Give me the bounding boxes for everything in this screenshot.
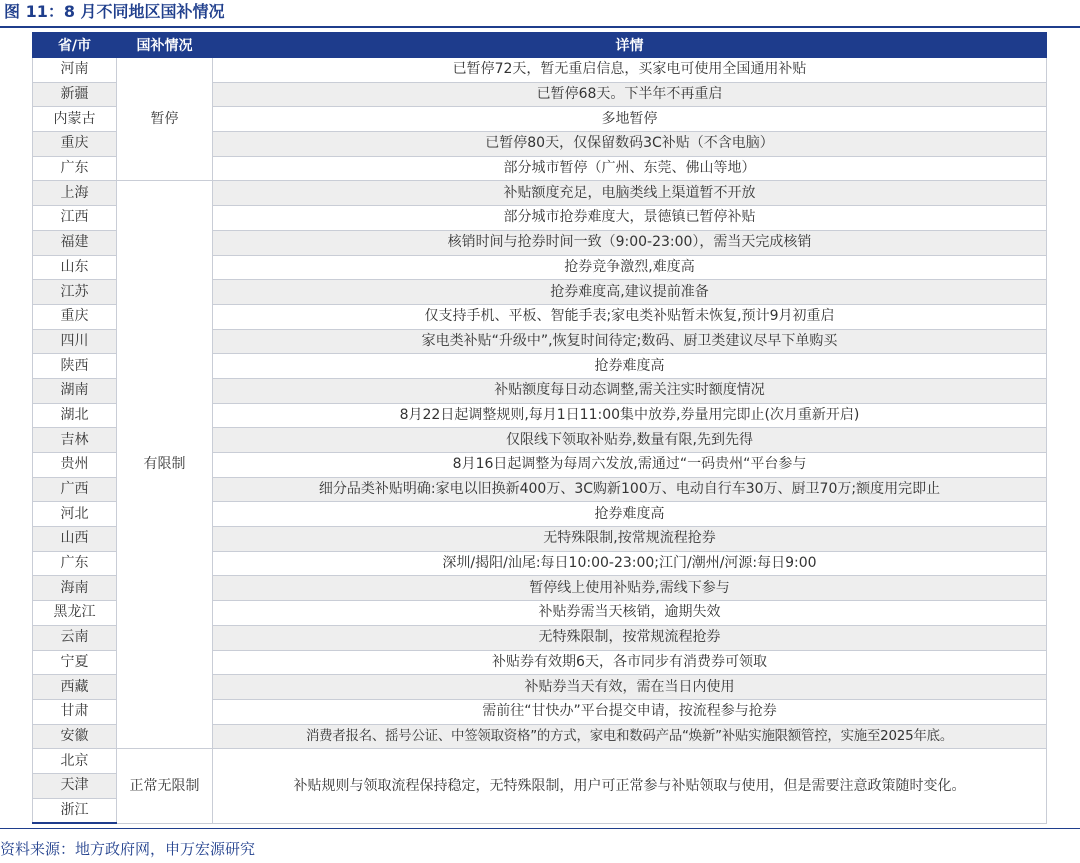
detail-cell: 抢券难度高,建议提前准备 <box>213 280 1047 305</box>
province-cell: 江西 <box>33 206 117 231</box>
detail-cell: 补贴券当天有效，需在当日内使用 <box>213 675 1047 700</box>
detail-cell: 补贴规则与领取流程保持稳定，无特殊限制，用户可正常参与补贴领取与使用，但是需要注意政策随时变化。 <box>213 749 1047 824</box>
province-cell: 贵州 <box>33 453 117 478</box>
table-row <box>33 58 1047 83</box>
province-cell: 河北 <box>33 502 117 527</box>
province-cell: 内蒙古 <box>33 107 117 132</box>
province-cell: 四川 <box>33 329 117 354</box>
province-cell: 黑龙江 <box>33 601 117 626</box>
detail-cell: 已暂停80天，仅保留数码3C补贴（不含电脑） <box>213 132 1047 157</box>
detail-cell: 补贴券需当天核销，逾期失效 <box>213 601 1047 626</box>
province-cell: 广东 <box>33 551 117 576</box>
province-cell: 云南 <box>33 625 117 650</box>
province-cell: 福建 <box>33 230 117 255</box>
source-note: 资料来源：地方政府网，申万宏源研究 <box>0 840 256 858</box>
detail-cell: 抢券难度高 <box>213 354 1047 379</box>
province-cell: 江苏 <box>33 280 117 305</box>
detail-cell: 深圳/揭阳/汕尾:每日10:00-23:00;江门/潮州/河源:每日9:00 <box>213 551 1047 576</box>
province-cell: 西藏 <box>33 675 117 700</box>
title-rule <box>0 26 1080 28</box>
detail-cell: 仅限线下领取补贴券,数量有限,先到先得 <box>213 428 1047 453</box>
detail-cell: 暂停线上使用补贴券,需线下参与 <box>213 576 1047 601</box>
detail-cell: 部分城市暂停（广州、东莞、佛山等地） <box>213 156 1047 181</box>
detail-cell: 无特殊限制，按常规流程抢券 <box>213 625 1047 650</box>
province-cell: 山西 <box>33 527 117 552</box>
province-cell: 天津 <box>33 773 117 798</box>
province-cell: 海南 <box>33 576 117 601</box>
detail-cell: 仅支持手机、平板、智能手表;家电类补贴暂未恢复,预计9月初重启 <box>213 304 1047 329</box>
detail-cell: 抢券竞争激烈,难度高 <box>213 255 1047 280</box>
province-cell: 北京 <box>33 749 117 774</box>
table-row <box>33 749 1047 774</box>
figure-title: 图 11：8 月不同地区国补情况 <box>4 2 225 21</box>
province-cell: 安徽 <box>33 724 117 749</box>
detail-cell: 部分城市抢券难度大，景德镇已暂停补贴 <box>213 206 1047 231</box>
detail-cell: 核销时间与抢券时间一致（9:00-23:00），需当天完成核销 <box>213 230 1047 255</box>
status-group-cell: 正常无限制 <box>117 749 213 824</box>
province-cell: 重庆 <box>33 304 117 329</box>
detail-cell: 8月22日起调整规则,每月1日11:00集中放券,券量用完即止(次月重新开启) <box>213 403 1047 428</box>
province-cell: 陕西 <box>33 354 117 379</box>
province-cell: 河南 <box>33 58 117 83</box>
detail-cell: 补贴券有效期6天，各市同步有消费券可领取 <box>213 650 1047 675</box>
detail-cell: 已暂停68天。下半年不再重启 <box>213 82 1047 107</box>
detail-cell: 家电类补贴“升级中”,恢复时间待定;数码、厨卫类建议尽早下单购买 <box>213 329 1047 354</box>
detail-cell: 消费者报名、摇号公证、中签领取资格”的方式，家电和数码产品“焕新”补贴实施限额管控，实施至2025年底。 <box>213 724 1047 749</box>
province-cell: 广东 <box>33 156 117 181</box>
province-cell: 新疆 <box>33 82 117 107</box>
table-header-row <box>33 33 1047 58</box>
province-cell: 宁夏 <box>33 650 117 675</box>
table-row <box>33 181 1047 206</box>
province-cell: 广西 <box>33 477 117 502</box>
header-status: 国补情况 <box>117 33 213 58</box>
subsidy-table <box>32 32 1047 824</box>
province-cell: 浙江 <box>33 798 117 823</box>
detail-cell: 补贴额度每日动态调整,需关注实时额度情况 <box>213 378 1047 403</box>
detail-cell: 抢券难度高 <box>213 502 1047 527</box>
province-cell: 吉林 <box>33 428 117 453</box>
detail-cell: 无特殊限制,按常规流程抢券 <box>213 527 1047 552</box>
header-province: 省/市 <box>33 33 117 58</box>
detail-cell: 已暂停72天，暂无重启信息，买家电可使用全国通用补贴 <box>213 58 1047 83</box>
table-body <box>33 58 1047 824</box>
detail-cell: 细分品类补贴明确:家电以旧换新400万、3C购新100万、电动自行车30万、厨卫70万;额度用完即止 <box>213 477 1047 502</box>
province-cell: 上海 <box>33 181 117 206</box>
province-cell: 湖南 <box>33 378 117 403</box>
province-cell: 甘肃 <box>33 699 117 724</box>
status-group-cell: 有限制 <box>117 181 213 749</box>
province-cell: 重庆 <box>33 132 117 157</box>
bottom-rule <box>0 828 1080 829</box>
header-detail: 详情 <box>213 33 1047 58</box>
status-group-cell: 暂停 <box>117 58 213 181</box>
detail-cell: 需前往“甘快办”平台提交申请，按流程参与抢券 <box>213 699 1047 724</box>
detail-cell: 多地暂停 <box>213 107 1047 132</box>
province-cell: 山东 <box>33 255 117 280</box>
detail-cell: 8月16日起调整为每周六发放,需通过“一码贵州“平台参与 <box>213 453 1047 478</box>
province-cell: 湖北 <box>33 403 117 428</box>
detail-cell: 补贴额度充足，电脑类线上渠道暂不开放 <box>213 181 1047 206</box>
